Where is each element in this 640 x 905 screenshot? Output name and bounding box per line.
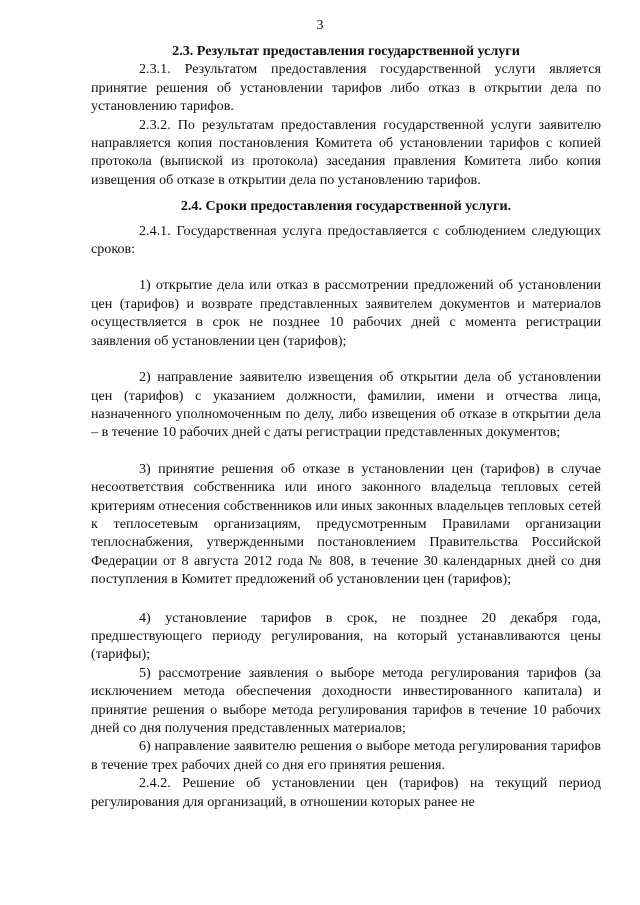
spacer (91, 442, 601, 460)
paragraph-2-4-2: 2.4.2. Решение об установлении цен (тарифов) на текущий период регулирования для организаций, в отношении которых ранее не (91, 775, 601, 810)
paragraph-2-4-1: 2.4.1. Государственная услуга предоставляется с соблюдением следующих сроков: (91, 222, 601, 258)
page-number: 3 (316, 18, 324, 33)
spacer (91, 350, 601, 368)
spacer (91, 589, 601, 609)
list-item-1: 1) открытие дела или отказ в рассмотрении предложений об установлении цен (тарифов) и возврате представленных заявителем документов и материалов осуществляется в срок не позднее 10 рабочих дней с момента регистрации заявления об установлении цен (тарифов); (91, 277, 601, 349)
list-item-4: 4) установление тарифов в срок, не позднее 20 декабря года, предшествующего периоду регулирования, на который устанавливаются цены (тарифы); (91, 609, 601, 663)
list-item-6: 6) направление заявителю решения о выборе метода регулирования тарифов в течение трех рабочих дней со дня его принятия решения. (91, 738, 601, 773)
list-item-5: 5) рассмотрение заявления о выборе метода регулирования тарифов (за исключением метода обеспечения доходности инвестированного капитала) и принятие решения о выборе метода регулирования тарифов в течение 10 рабочих дней со дня получения представленных материалов; (91, 664, 601, 736)
spacer (91, 258, 601, 276)
section-heading-2-3: 2.3. Результат предоставления государственной услуги (172, 43, 520, 59)
paragraph-2-3-1: 2.3.1. Результатом предоставления государственной услуги является принятие решения об установлении тарифов либо отказ в открытии дела по установлению тарифов. (91, 61, 601, 115)
paragraph-2-3-2: 2.3.2. По результатам предоставления государственной услуги заявителю направляется копия постановления Комитета об установлении тарифов с копией протокола (выпиской из протокола) заседания правления Комитета либо копия извещения об отказе в открытии дела по установлению тарифов. (91, 116, 601, 188)
document-body (91, 42, 601, 811)
list-item-2: 2) направление заявителю извещения об открытии дела об установлении цен (тарифов) с указанием должности, фамилии, имени и отчества лица, назначенного уполномоченным по делу, либо извещения об отказе в открытии дела – в течение 10 рабочих дней с даты регистрации представленных документов; (91, 369, 601, 441)
list-item-3: 3) принятие решения об отказе в установлении цен (тарифов) в случае несоответствия собственника или иного законного владельца тепловых сетей критериям отнесения собственников или иных законных владельцев тепловых сетей к теплосетевым организациям, предусмотренным Правилами организации теплоснабжения, утвержденными постановлением Правительства Российской Федерации от 8 августа 2012 года № 808, в течение 30 календарных дней со дня поступления в Комитет предложений об установлении цен (тарифов); (91, 460, 601, 588)
section-heading-2-4: 2.4. Сроки предоставления государственной услуги. (180, 198, 512, 215)
